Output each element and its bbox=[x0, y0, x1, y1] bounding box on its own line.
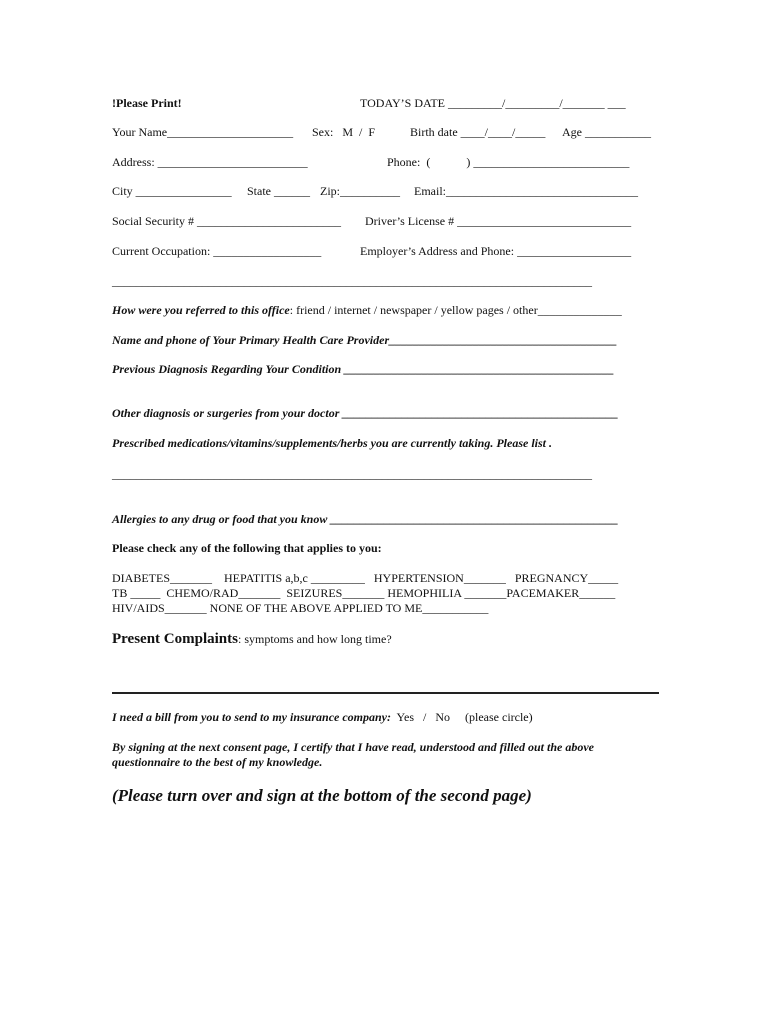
address-field[interactable]: Address: _________________________ bbox=[112, 155, 308, 169]
insurance-question[interactable] bbox=[112, 710, 533, 724]
todays-date-field[interactable]: TODAY’S DATE _________/_________/_______ ___ bbox=[360, 96, 626, 110]
conditions-heading: Please check any of the following that applies to you: bbox=[112, 541, 382, 555]
phone-field[interactable]: Phone: ( ) __________________________ bbox=[387, 155, 630, 169]
conditions-line-2[interactable]: TB _____ CHEMO/RAD_______ SEIZURES_______ HEMOPHILIA _______PACEMAKER______ bbox=[112, 586, 616, 600]
section-divider bbox=[112, 692, 659, 694]
please-print-heading: !Please Print! bbox=[112, 96, 182, 110]
present-complaints-prompt: : symptoms and how long time? bbox=[237, 632, 392, 646]
state-field[interactable]: State ______ bbox=[247, 184, 310, 198]
primary-provider-field[interactable]: Name and phone of Your Primary Health Care Provider______________________________________ bbox=[112, 333, 618, 347]
employer-field[interactable]: Employer’s Address and Phone: ___________________ bbox=[360, 244, 632, 258]
email-field[interactable]: Email:________________________________ bbox=[414, 184, 638, 198]
zip-field[interactable]: Zip:__________ bbox=[320, 184, 400, 198]
age-field[interactable]: Age ___________ bbox=[562, 125, 651, 139]
previous-diagnosis-field[interactable]: Previous Diagnosis Regarding Your Condition _____________________________________________ bbox=[112, 362, 615, 376]
referral-label: How were you referred to this office bbox=[112, 303, 290, 317]
present-complaints-heading: Present Complaints bbox=[112, 631, 238, 647]
referral-field[interactable] bbox=[112, 303, 622, 317]
social-security-field[interactable]: Social Security # ________________________ bbox=[112, 214, 341, 228]
allergies-field[interactable]: Allergies to any drug or food that you know ________________________________________________ bbox=[112, 512, 619, 526]
occupation-field[interactable]: Current Occupation: __________________ bbox=[112, 244, 322, 258]
medications-prompt: Prescribed medications/vitamins/supplements/herbs you are currently taking. Please list . bbox=[112, 436, 553, 450]
certify-line-1: By signing at the next consent page, I certify that I have read, understood and filled out the above bbox=[112, 740, 595, 754]
certify-line-2: questionnaire to the best of my knowledge. bbox=[112, 755, 323, 769]
other-diagnosis-field[interactable]: Other diagnosis or surgeries from your doctor ______________________________________________ bbox=[112, 406, 619, 420]
sex-field[interactable]: Sex: M / F bbox=[312, 125, 376, 139]
insurance-answer-options: Yes / No (please circle) bbox=[391, 710, 533, 724]
insurance-question-label: I need a bill from you to send to my insurance company: bbox=[112, 710, 391, 724]
medications-answer-line[interactable]: ________________________________________________________________________________ bbox=[112, 467, 592, 481]
city-field[interactable]: City ________________ bbox=[112, 184, 232, 198]
conditions-line-3[interactable]: HIV/AIDS_______ NONE OF THE ABOVE APPLIED TO ME___________ bbox=[112, 601, 489, 615]
drivers-license-field[interactable]: Driver’s License # _____________________________ bbox=[365, 214, 632, 228]
birth-date-field[interactable]: Birth date ____/____/_____ bbox=[410, 125, 546, 139]
turn-over-instruction: (Please turn over and sign at the bottom of the second page) bbox=[112, 786, 532, 805]
blank-answer-line[interactable]: ________________________________________________________________________________ bbox=[112, 274, 592, 288]
referral-options: : friend / internet / newspaper / yellow pages / other______________ bbox=[289, 303, 622, 317]
present-complaints bbox=[112, 630, 392, 648]
conditions-line-1[interactable]: DIABETES_______ HEPATITIS a,b,c _________ HYPERTENSION_______ PREGNANCY_____ bbox=[112, 571, 619, 585]
your-name-field[interactable]: Your Name_____________________ bbox=[112, 125, 294, 139]
